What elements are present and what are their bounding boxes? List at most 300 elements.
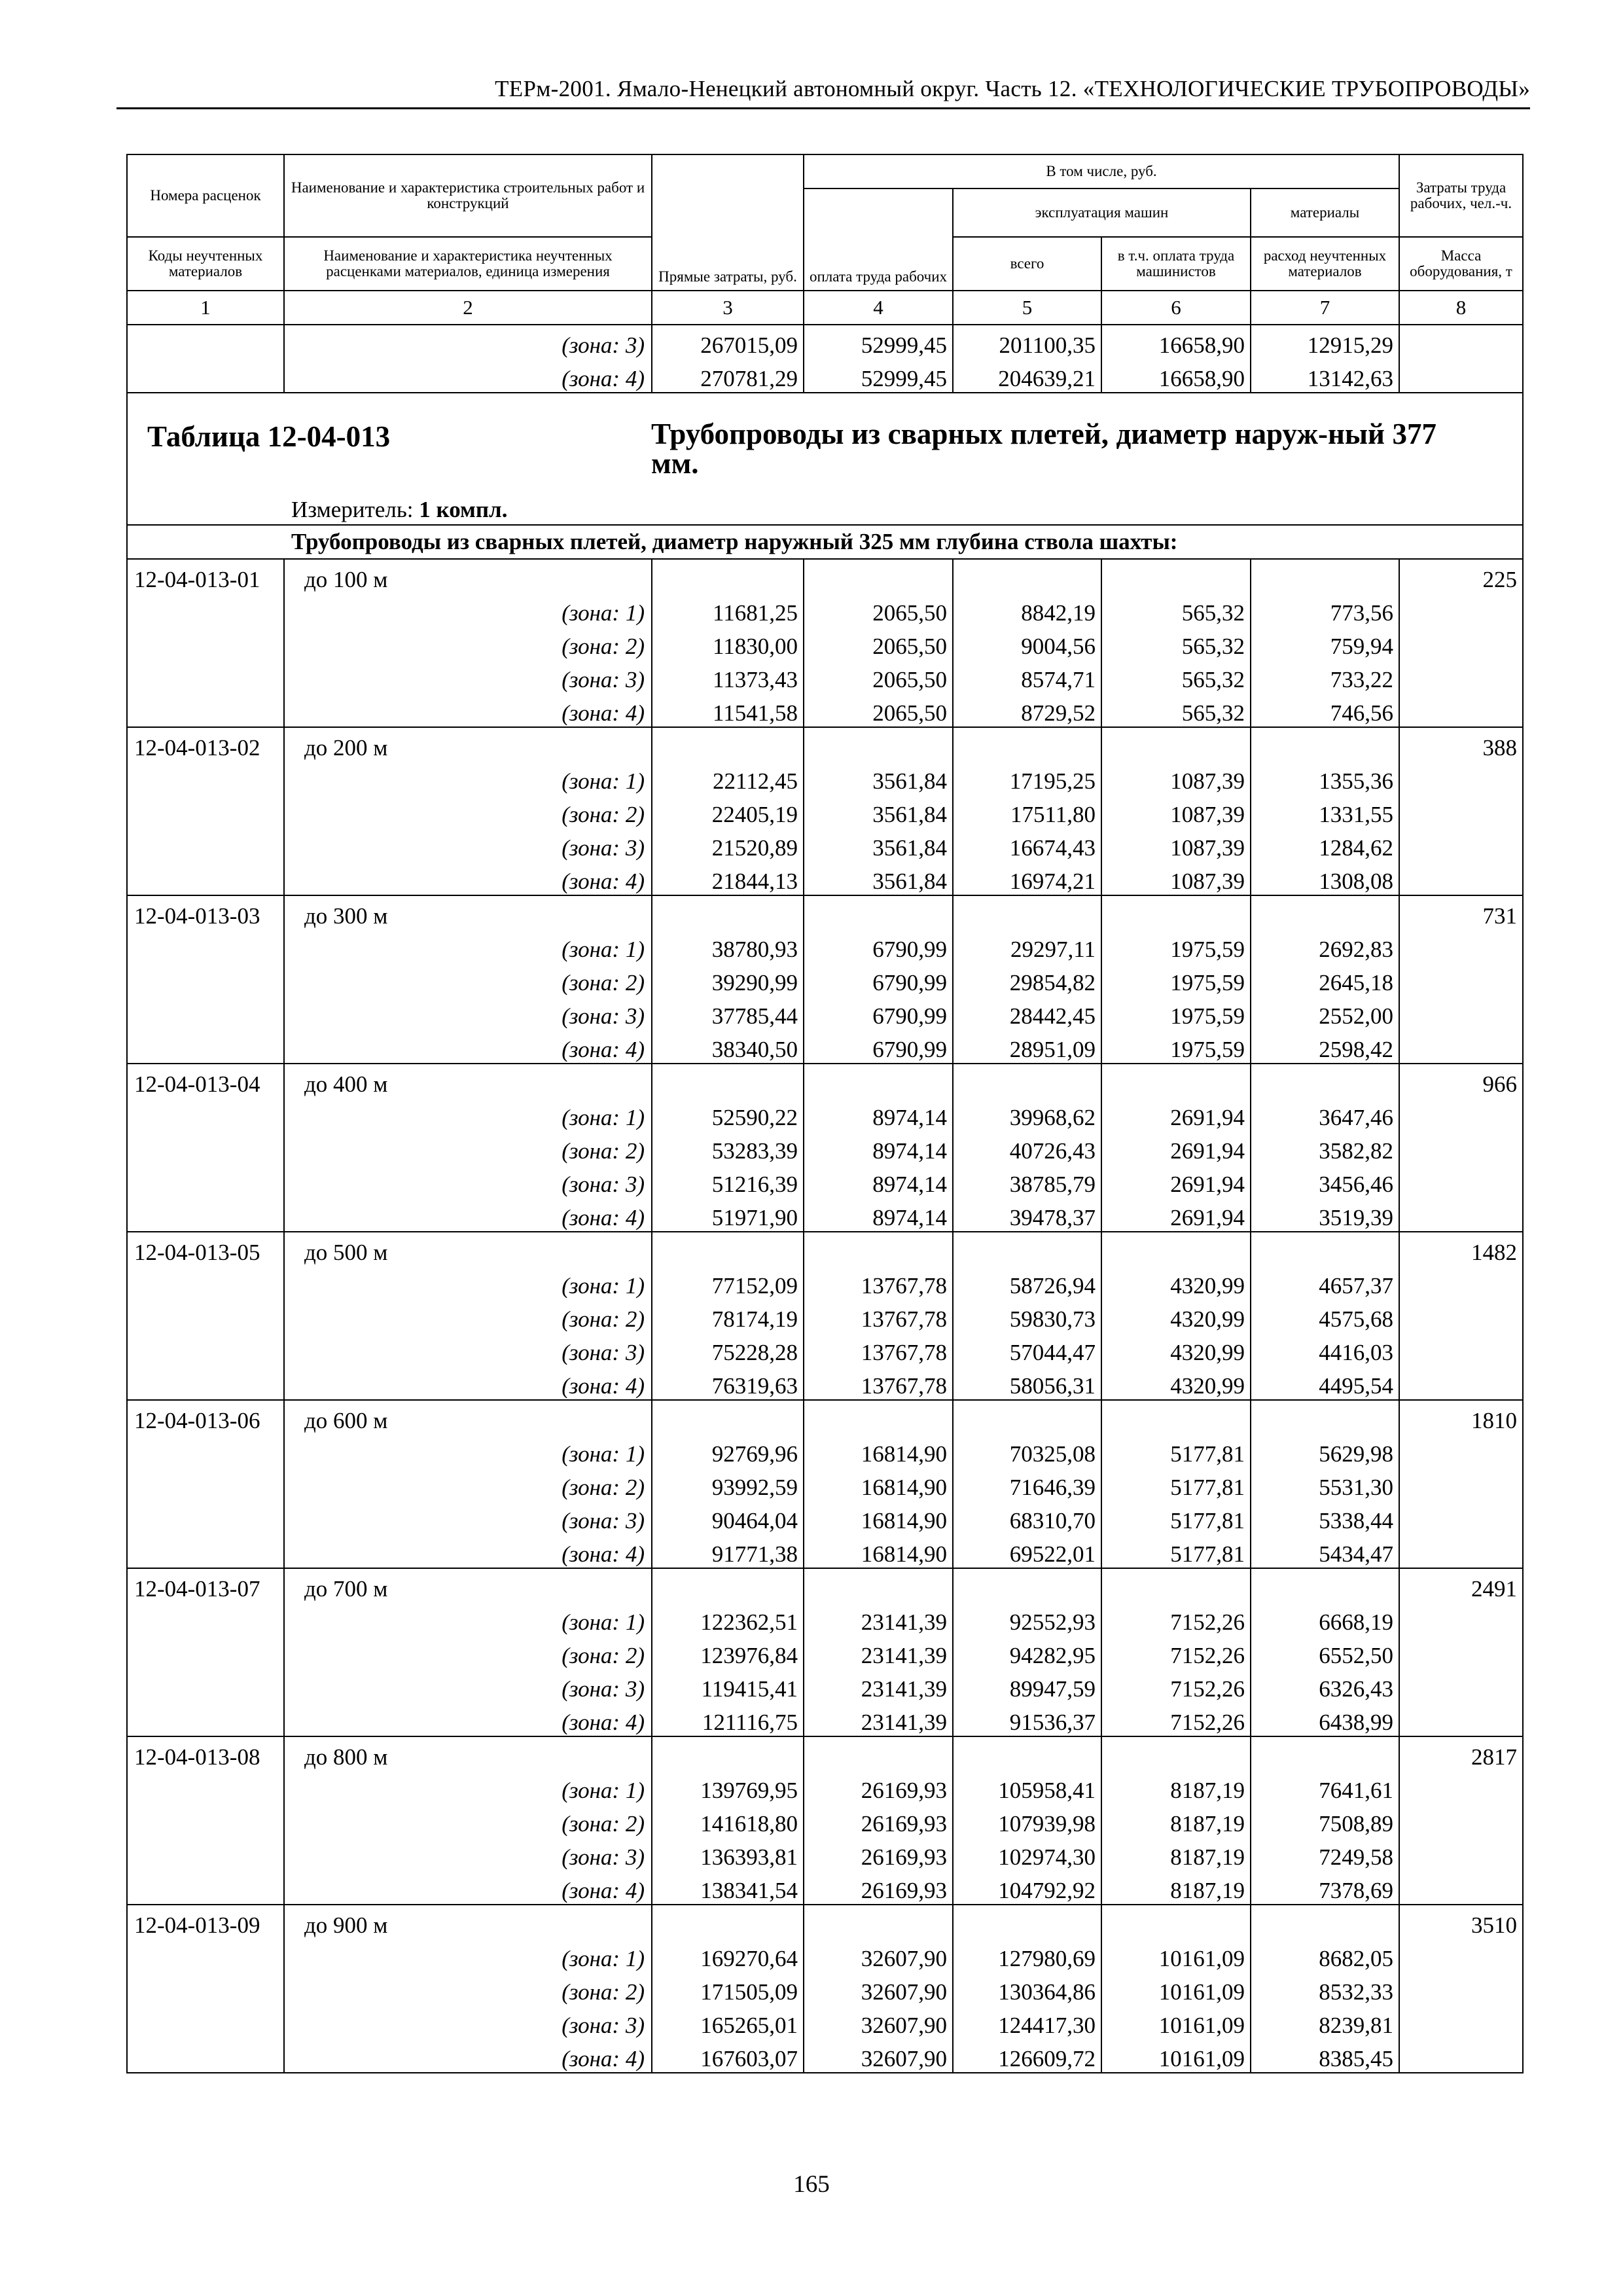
machinist-pay: 7152,26 [1101, 1702, 1251, 1736]
zone-row [127, 1636, 1523, 1669]
direct-cost: 53283,39 [652, 1131, 804, 1164]
rate-code: 12-04-013-03 [127, 895, 284, 929]
empty-cell [652, 1568, 804, 1602]
empty-cell [1251, 1568, 1399, 1602]
empty-cell [953, 1232, 1101, 1266]
empty-cell [1251, 1064, 1399, 1098]
empty-cell [127, 1299, 284, 1333]
worker-pay: 6790,99 [804, 929, 953, 963]
empty-cell [1251, 559, 1399, 593]
rate-row [127, 1064, 1523, 1098]
empty-cell [1399, 359, 1523, 393]
direct-cost: 11541,58 [652, 693, 804, 727]
machines-header: эксплуатация машин [953, 188, 1251, 237]
zone-row [127, 1434, 1523, 1467]
materials-cost: 1355,36 [1251, 761, 1399, 795]
worker-pay: 6790,99 [804, 963, 953, 996]
running-header-text: ТЕРм-2001. Ямало-Ненецкий автономный округ. Часть 12. «ТЕХНОЛОГИЧЕСКИЕ ТРУБОПРОВОДЫ» [495, 76, 1530, 101]
price-table [126, 154, 1524, 2073]
empty-cell [953, 1905, 1101, 1939]
measure-label: Измеритель: [291, 497, 419, 522]
empty-cell [127, 1266, 284, 1299]
zone-label: (зона: 1) [284, 1266, 652, 1299]
machinist-pay: 4320,99 [1101, 1366, 1251, 1400]
direct-cost: 167603,07 [652, 2039, 804, 2073]
machines-total: 57044,47 [953, 1333, 1101, 1366]
materials-cost: 4495,54 [1251, 1366, 1399, 1400]
zone-label: (зона: 2) [284, 1804, 652, 1837]
zone-row [127, 1164, 1523, 1198]
machines-total: 16974,21 [953, 861, 1101, 895]
machines-total: 124417,30 [953, 2005, 1101, 2039]
machinist-pay: 10161,09 [1101, 2005, 1251, 2039]
zone-row [127, 1939, 1523, 1972]
col2-header-top: Наименование и характеристика строительных работ и конструкций [284, 154, 652, 237]
empty-cell [127, 1804, 284, 1837]
worker-pay: 16814,90 [804, 1467, 953, 1501]
machines-total: 58726,94 [953, 1266, 1101, 1299]
worker-pay: 32607,90 [804, 2039, 953, 2073]
zone-row [127, 1702, 1523, 1736]
machines-total: 127980,69 [953, 1939, 1101, 1972]
materials-cost: 759,94 [1251, 626, 1399, 660]
materials-cost: 4416,03 [1251, 1333, 1399, 1366]
worker-pay: 13767,78 [804, 1299, 953, 1333]
zone-row [127, 1333, 1523, 1366]
zone-row [127, 1030, 1523, 1064]
rate-name: до 300 м [284, 895, 652, 929]
empty-cell [127, 1030, 284, 1064]
zone-row [127, 1669, 1523, 1702]
direct-cost: 138341,54 [652, 1871, 804, 1905]
zone-row [127, 1131, 1523, 1164]
empty-cell [1251, 895, 1399, 929]
zone-row [127, 2005, 1523, 2039]
zone-label: (зона: 3) [284, 325, 652, 359]
machinist-pay: 565,32 [1101, 660, 1251, 693]
empty-cell [1399, 693, 1523, 727]
machinist-pay: 1975,59 [1101, 929, 1251, 963]
machinist-pay: 8187,19 [1101, 1770, 1251, 1804]
machinist-pay: 10161,09 [1101, 2039, 1251, 2073]
empty-cell [652, 895, 804, 929]
empty-cell [1399, 325, 1523, 359]
machinist-pay: 565,32 [1101, 593, 1251, 626]
worker-pay: 13767,78 [804, 1366, 953, 1400]
materials-cost: 2692,83 [1251, 929, 1399, 963]
machinist-pay: 8187,19 [1101, 1804, 1251, 1837]
materials-cost: 3456,46 [1251, 1164, 1399, 1198]
zone-row [127, 359, 1523, 393]
rate-name: до 600 м [284, 1400, 652, 1434]
table-name: Трубопроводы из сварных плетей, диаметр наруж-ный 377 мм. [651, 418, 1436, 480]
zone-label: (зона: 2) [284, 1467, 652, 1501]
materials-cost: 1308,08 [1251, 861, 1399, 895]
machines-total: 92552,93 [953, 1602, 1101, 1636]
empty-cell [652, 1736, 804, 1770]
direct-cost: 91771,38 [652, 1534, 804, 1568]
direct-cost: 38780,93 [652, 929, 804, 963]
machines-total: 8574,71 [953, 660, 1101, 693]
worker-pay: 16814,90 [804, 1501, 953, 1534]
rate-code: 12-04-013-06 [127, 1400, 284, 1434]
direct-cost: 171505,09 [652, 1972, 804, 2005]
empty-cell [804, 1568, 953, 1602]
materials-cost: 8532,33 [1251, 1972, 1399, 2005]
worker-pay: 26169,93 [804, 1837, 953, 1871]
column-number: 7 [1251, 291, 1399, 325]
machines-total: 9004,56 [953, 626, 1101, 660]
empty-cell [1399, 1871, 1523, 1905]
labor-hours: 1810 [1399, 1400, 1523, 1434]
empty-cell [127, 1467, 284, 1501]
direct-cost: 169270,64 [652, 1939, 804, 1972]
direct-cost: 21520,89 [652, 828, 804, 861]
direct-cost: 165265,01 [652, 2005, 804, 2039]
column-number: 3 [652, 291, 804, 325]
zone-row [127, 828, 1523, 861]
materials-cost: 4657,37 [1251, 1266, 1399, 1299]
machines-total: 130364,86 [953, 1972, 1101, 2005]
machines-total: 28951,09 [953, 1030, 1101, 1064]
machinist-pay: 16658,90 [1101, 325, 1251, 359]
worker-pay: 2065,50 [804, 693, 953, 727]
machines-total: 28442,45 [953, 996, 1101, 1030]
worker-pay: 8974,14 [804, 1198, 953, 1232]
zone-row [127, 996, 1523, 1030]
zone-label: (зона: 4) [284, 359, 652, 393]
empty-cell [804, 1232, 953, 1266]
direct-cost: 270781,29 [652, 359, 804, 393]
empty-cell [127, 1164, 284, 1198]
empty-cell [127, 963, 284, 996]
labor-hours: 225 [1399, 559, 1523, 593]
direct-cost: 93992,59 [652, 1467, 804, 1501]
direct-cost: 51971,90 [652, 1198, 804, 1232]
empty-cell [652, 1232, 804, 1266]
worker-pay: 23141,39 [804, 1702, 953, 1736]
empty-cell [1399, 929, 1523, 963]
zone-row [127, 2039, 1523, 2073]
rate-code: 12-04-013-04 [127, 1064, 284, 1098]
empty-cell [127, 1602, 284, 1636]
machinist-pay: 5177,81 [1101, 1501, 1251, 1534]
machinist-pay: 1087,39 [1101, 795, 1251, 828]
empty-cell [127, 2005, 284, 2039]
empty-cell [1399, 1299, 1523, 1333]
empty-cell [1399, 1098, 1523, 1131]
machines-total: 102974,30 [953, 1837, 1101, 1871]
materials-cost: 6552,50 [1251, 1636, 1399, 1669]
zone-label: (зона: 3) [284, 996, 652, 1030]
direct-cost: 76319,63 [652, 1366, 804, 1400]
direct-cost: 121116,75 [652, 1702, 804, 1736]
empty-cell [1101, 1400, 1251, 1434]
empty-cell [1399, 660, 1523, 693]
col1-header-bottom: Коды неучтенных материалов [127, 237, 284, 291]
empty-cell [652, 1400, 804, 1434]
direct-cost: 21844,13 [652, 861, 804, 895]
empty-cell [1399, 1669, 1523, 1702]
empty-cell [1399, 1198, 1523, 1232]
materials-cost: 3519,39 [1251, 1198, 1399, 1232]
machinist-pay: 10161,09 [1101, 1972, 1251, 2005]
materials-cost: 7378,69 [1251, 1871, 1399, 1905]
materials-cost: 7641,61 [1251, 1770, 1399, 1804]
machinist-pay: 4320,99 [1101, 1333, 1251, 1366]
column-number: 1 [127, 291, 284, 325]
empty-cell [127, 795, 284, 828]
direct-cost: 122362,51 [652, 1602, 804, 1636]
zone-row [127, 1366, 1523, 1400]
zone-row [127, 1467, 1523, 1501]
machinist-pay: 2691,94 [1101, 1131, 1251, 1164]
machinist-pay: 16658,90 [1101, 359, 1251, 393]
col8-header-top: Затраты труда рабочих, чел.-ч. [1399, 154, 1523, 237]
materials-cost: 746,56 [1251, 693, 1399, 727]
empty-cell [652, 1064, 804, 1098]
machines-total: 17511,80 [953, 795, 1101, 828]
rate-row [127, 1568, 1523, 1602]
zone-row [127, 1098, 1523, 1131]
zone-label: (зона: 4) [284, 1366, 652, 1400]
zone-label: (зона: 1) [284, 1434, 652, 1467]
direct-cost: 75228,28 [652, 1333, 804, 1366]
zone-label: (зона: 2) [284, 1636, 652, 1669]
worker-pay: 8974,14 [804, 1164, 953, 1198]
materials-header: материалы [1251, 188, 1399, 237]
machinist-pay: 8187,19 [1101, 1837, 1251, 1871]
zone-label: (зона: 3) [284, 660, 652, 693]
empty-cell [127, 693, 284, 727]
direct-cost: 141618,80 [652, 1804, 804, 1837]
worker-pay: 6790,99 [804, 1030, 953, 1064]
empty-cell [1399, 1602, 1523, 1636]
worker-pay: 52999,45 [804, 359, 953, 393]
machines-total: 8842,19 [953, 593, 1101, 626]
rate-code: 12-04-013-02 [127, 727, 284, 761]
col1-header-top: Номера расценок [127, 154, 284, 237]
worker-pay: 26169,93 [804, 1871, 953, 1905]
direct-cost: 39290,99 [652, 963, 804, 996]
zone-row [127, 761, 1523, 795]
materials-cost: 1284,62 [1251, 828, 1399, 861]
empty-cell [1399, 1837, 1523, 1871]
machinist-pay: 1975,59 [1101, 996, 1251, 1030]
zone-label: (зона: 1) [284, 929, 652, 963]
machines-total: 59830,73 [953, 1299, 1101, 1333]
empty-cell [127, 1333, 284, 1366]
column-number: 6 [1101, 291, 1251, 325]
measure-line [291, 497, 507, 523]
zone-label: (зона: 4) [284, 1702, 652, 1736]
materials-cost: 12915,29 [1251, 325, 1399, 359]
rate-row [127, 727, 1523, 761]
machinist-pay: 1975,59 [1101, 1030, 1251, 1064]
empty-cell [1399, 1467, 1523, 1501]
empty-cell [1251, 727, 1399, 761]
zone-row [127, 1871, 1523, 1905]
machines-total: 91536,37 [953, 1702, 1101, 1736]
direct-cost: 52590,22 [652, 1098, 804, 1131]
empty-cell [1101, 1736, 1251, 1770]
labor-hours: 731 [1399, 895, 1523, 929]
empty-cell [1101, 1064, 1251, 1098]
zone-row [127, 795, 1523, 828]
empty-cell [804, 559, 953, 593]
zone-row [127, 1602, 1523, 1636]
empty-cell [127, 1366, 284, 1400]
zone-label: (зона: 3) [284, 828, 652, 861]
machinist-pay: 4320,99 [1101, 1266, 1251, 1299]
zone-label: (зона: 3) [284, 1164, 652, 1198]
materials-cost: 3647,46 [1251, 1098, 1399, 1131]
zone-row [127, 963, 1523, 996]
empty-cell [127, 1131, 284, 1164]
measure-value: 1 компл. [419, 497, 508, 522]
subheading-row [127, 525, 1523, 559]
machines-total: 126609,72 [953, 2039, 1101, 2073]
empty-cell [1399, 861, 1523, 895]
col4-header: оплата труда рабочих [804, 188, 953, 291]
machinist-pay: 5177,81 [1101, 1434, 1251, 1467]
empty-cell [127, 626, 284, 660]
worker-pay: 6790,99 [804, 996, 953, 1030]
empty-cell [127, 1501, 284, 1534]
empty-cell [1399, 1636, 1523, 1669]
materials-cost: 5434,47 [1251, 1534, 1399, 1568]
machines-total: 8729,52 [953, 693, 1101, 727]
direct-cost: 136393,81 [652, 1837, 804, 1871]
machinist-pay: 1087,39 [1101, 861, 1251, 895]
empty-cell [127, 1871, 284, 1905]
materials-cost: 6438,99 [1251, 1702, 1399, 1736]
worker-pay: 16814,90 [804, 1534, 953, 1568]
empty-cell [127, 1837, 284, 1871]
worker-pay: 23141,39 [804, 1669, 953, 1702]
machines-total: 39968,62 [953, 1098, 1101, 1131]
empty-cell [953, 1568, 1101, 1602]
materials-cost: 773,56 [1251, 593, 1399, 626]
zone-row [127, 1198, 1523, 1232]
zone-label: (зона: 3) [284, 2005, 652, 2039]
zone-label: (зона: 4) [284, 861, 652, 895]
machines-total: 38785,79 [953, 1164, 1101, 1198]
column-number: 4 [804, 291, 953, 325]
zone-row [127, 1534, 1523, 1568]
zone-label: (зона: 3) [284, 1333, 652, 1366]
empty-cell [1101, 895, 1251, 929]
zone-row [127, 861, 1523, 895]
empty-cell [1399, 1131, 1523, 1164]
empty-cell [127, 1636, 284, 1669]
materials-cost: 4575,68 [1251, 1299, 1399, 1333]
materials-cost: 6668,19 [1251, 1602, 1399, 1636]
empty-cell [1399, 2005, 1523, 2039]
materials-cost: 8682,05 [1251, 1939, 1399, 1972]
worker-pay: 32607,90 [804, 1939, 953, 1972]
materials-cost: 8239,81 [1251, 2005, 1399, 2039]
zone-label: (зона: 4) [284, 1030, 652, 1064]
empty-cell [1399, 1939, 1523, 1972]
rate-name: до 100 м [284, 559, 652, 593]
materials-cost: 8385,45 [1251, 2039, 1399, 2073]
col6-header: в т.ч. оплата труда машинистов [1101, 237, 1251, 291]
machines-total: 16674,43 [953, 828, 1101, 861]
machines-total: 29854,82 [953, 963, 1101, 996]
zone-label: (зона: 1) [284, 1770, 652, 1804]
empty-cell [1251, 1736, 1399, 1770]
col2-header-bottom: Наименование и характеристика неучтенных расценками материалов, единица измерения [284, 237, 652, 291]
zone-label: (зона: 3) [284, 1837, 652, 1871]
table-title-row [127, 393, 1523, 525]
labor-hours: 388 [1399, 727, 1523, 761]
empty-cell [127, 1098, 284, 1131]
empty-cell [1251, 1232, 1399, 1266]
zone-row [127, 929, 1523, 963]
materials-cost: 13142,63 [1251, 359, 1399, 393]
empty-cell [127, 861, 284, 895]
empty-cell [127, 325, 284, 359]
empty-cell [127, 1972, 284, 2005]
rate-name: до 400 м [284, 1064, 652, 1098]
empty-cell [1101, 1905, 1251, 1939]
empty-cell [1399, 2039, 1523, 2073]
zone-row [127, 1266, 1523, 1299]
direct-cost: 90464,04 [652, 1501, 804, 1534]
zone-label: (зона: 1) [284, 1098, 652, 1131]
zone-row [127, 1972, 1523, 2005]
empty-cell [804, 727, 953, 761]
zone-label: (зона: 2) [284, 795, 652, 828]
empty-cell [804, 1905, 953, 1939]
empty-cell [127, 1534, 284, 1568]
empty-cell [1251, 1905, 1399, 1939]
direct-cost: 267015,09 [652, 325, 804, 359]
rate-code: 12-04-013-05 [127, 1232, 284, 1266]
zone-row [127, 1299, 1523, 1333]
empty-cell [1399, 1030, 1523, 1064]
running-header [116, 71, 1530, 109]
rate-code: 12-04-013-07 [127, 1568, 284, 1602]
machines-total: 39478,37 [953, 1198, 1101, 1232]
machinist-pay: 7152,26 [1101, 1602, 1251, 1636]
empty-cell [127, 996, 284, 1030]
empty-cell [652, 727, 804, 761]
zone-label: (зона: 1) [284, 1939, 652, 1972]
empty-cell [1399, 1702, 1523, 1736]
machinist-pay: 2691,94 [1101, 1164, 1251, 1198]
machinist-pay: 565,32 [1101, 626, 1251, 660]
machinist-pay: 7152,26 [1101, 1669, 1251, 1702]
labor-hours: 2491 [1399, 1568, 1523, 1602]
empty-cell [1399, 1501, 1523, 1534]
materials-cost: 1331,55 [1251, 795, 1399, 828]
rate-name: до 800 м [284, 1736, 652, 1770]
rate-row [127, 1905, 1523, 1939]
materials-cost: 5629,98 [1251, 1434, 1399, 1467]
materials-cost: 2645,18 [1251, 963, 1399, 996]
machines-total: 71646,39 [953, 1467, 1101, 1501]
empty-cell [953, 559, 1101, 593]
machines-total: 107939,98 [953, 1804, 1101, 1837]
worker-pay: 3561,84 [804, 828, 953, 861]
empty-cell [127, 1669, 284, 1702]
empty-cell [1101, 727, 1251, 761]
direct-cost: 11830,00 [652, 626, 804, 660]
materials-cost: 3582,82 [1251, 1131, 1399, 1164]
machines-total: 29297,11 [953, 929, 1101, 963]
